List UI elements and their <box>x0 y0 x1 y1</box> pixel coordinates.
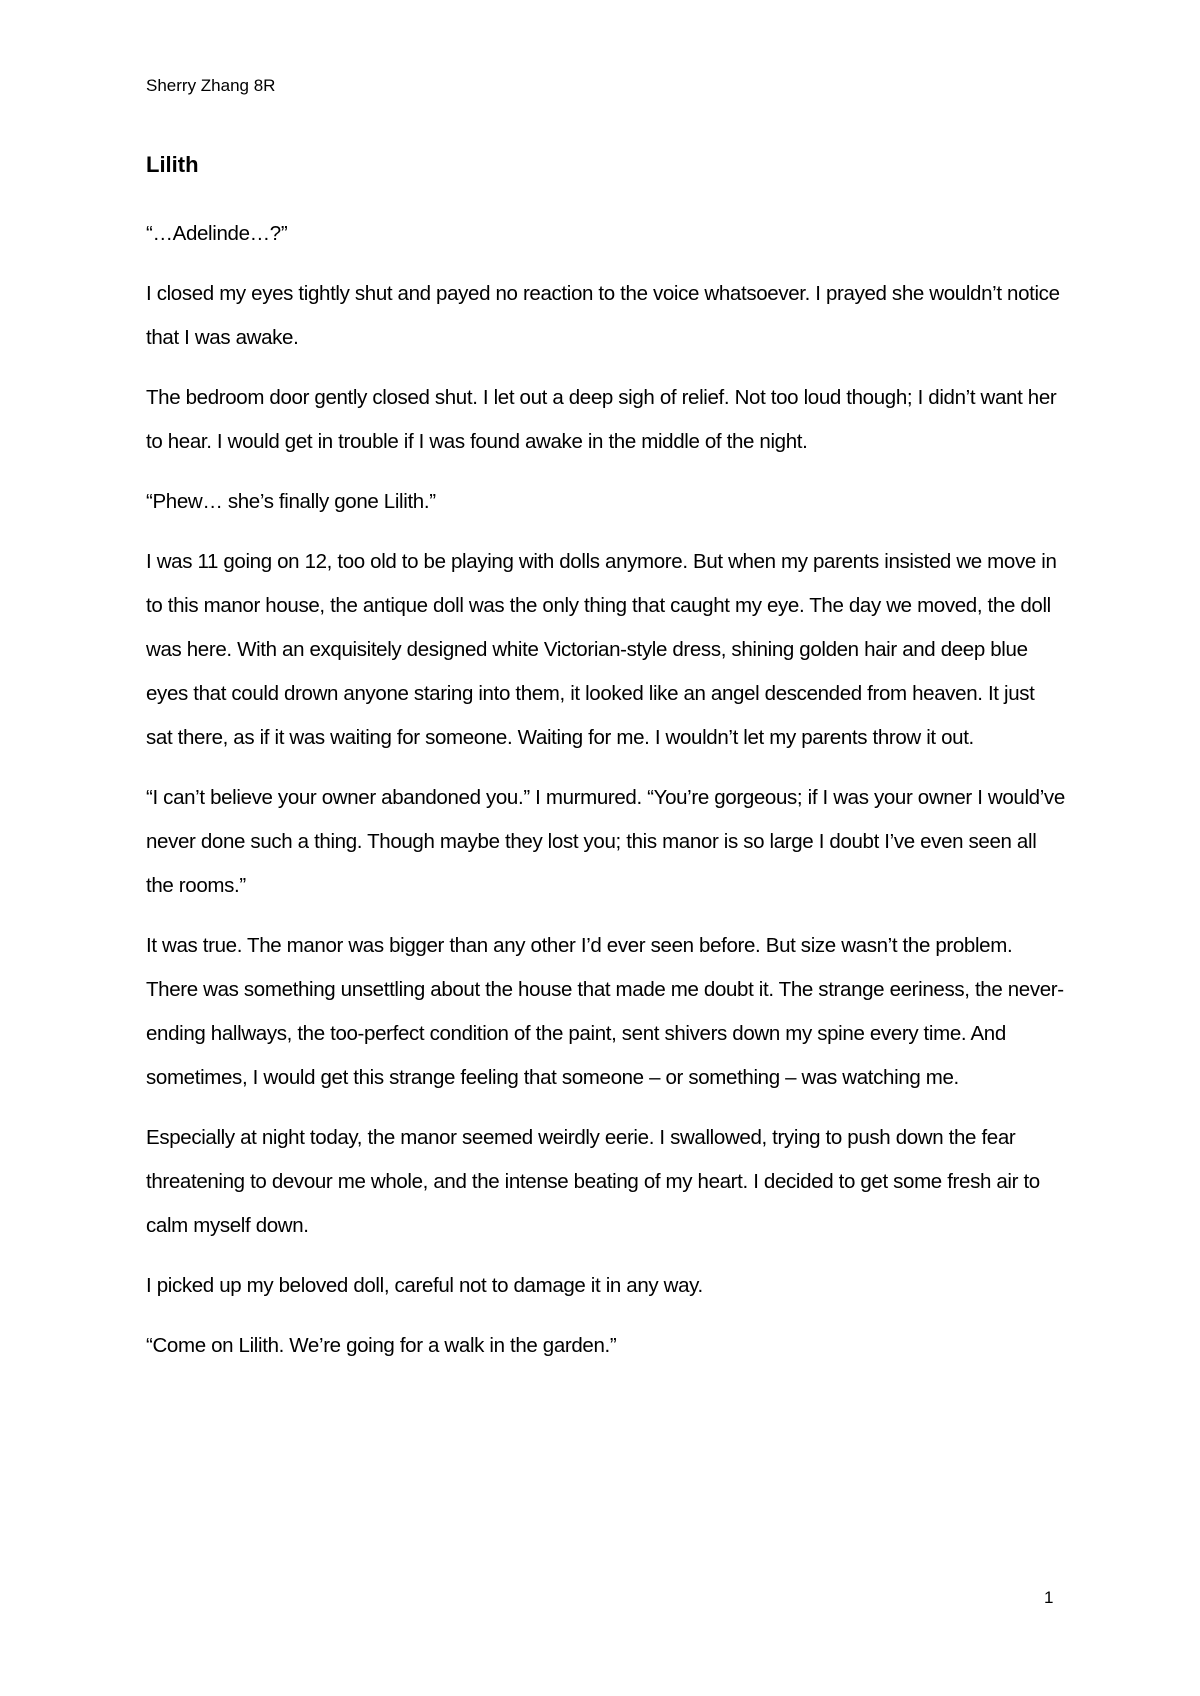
paragraph: “I can’t believe your owner abandoned you.” I murmured. “You’re gorgeous; if I was your owner I would’ve never done such a thing. Though maybe they lost you; this manor is so large I doubt I’ve even seen all the rooms.” <box>146 786 1065 897</box>
page-header: Sherry Zhang 8R <box>146 76 276 95</box>
page-title: Lilith <box>146 152 199 177</box>
paragraph: I was 11 going on 12, too old to be playing with dolls anymore. But when my parents insisted we move in to this manor house, the antique doll was the only thing that caught my eye. The day we moved, the doll was here. With an exquisitely designed white Victorian-style dress, shining golden hair and deep blue eyes that could drown anyone staring into them, it looked like an angel descended from heaven. It just sat there, as if it was waiting for someone. Waiting for me. I wouldn’t let my parents throw it out. <box>146 550 1057 749</box>
story-body <box>146 212 1066 1384</box>
paragraph: “…Adelinde…?” <box>146 222 288 245</box>
paragraph: Especially at night today, the manor seemed weirdly eerie. I swallowed, trying to push down the fear threatening to devour me whole, and the intense beating of my heart. I decided to get some fresh air to calm myself down. <box>146 1126 1040 1237</box>
paragraph: “Come on Lilith. We’re going for a walk in the garden.” <box>146 1334 617 1357</box>
paragraph: I closed my eyes tightly shut and payed no reaction to the voice whatsoever. I prayed she wouldn’t notice that I was awake. <box>146 282 1060 349</box>
paragraph: It was true. The manor was bigger than any other I’d ever seen before. But size wasn’t the problem. There was something unsettling about the house that made me doubt it. The strange eeriness, the never-ending hallways, the too-perfect condition of the paint, sent shivers down my spine every time. And sometimes, I would get this strange feeling that someone – or something – was watching me. <box>146 934 1064 1089</box>
page-number: 1 <box>1044 1588 1054 1607</box>
paragraph: The bedroom door gently closed shut. I let out a deep sigh of relief. Not too loud though; I didn’t want her to hear. I would get in trouble if I was found awake in the middle of the night. <box>146 386 1057 453</box>
paragraph: “Phew… she’s finally gone Lilith.” <box>146 490 436 513</box>
paragraph: I picked up my beloved doll, careful not to damage it in any way. <box>146 1274 703 1297</box>
